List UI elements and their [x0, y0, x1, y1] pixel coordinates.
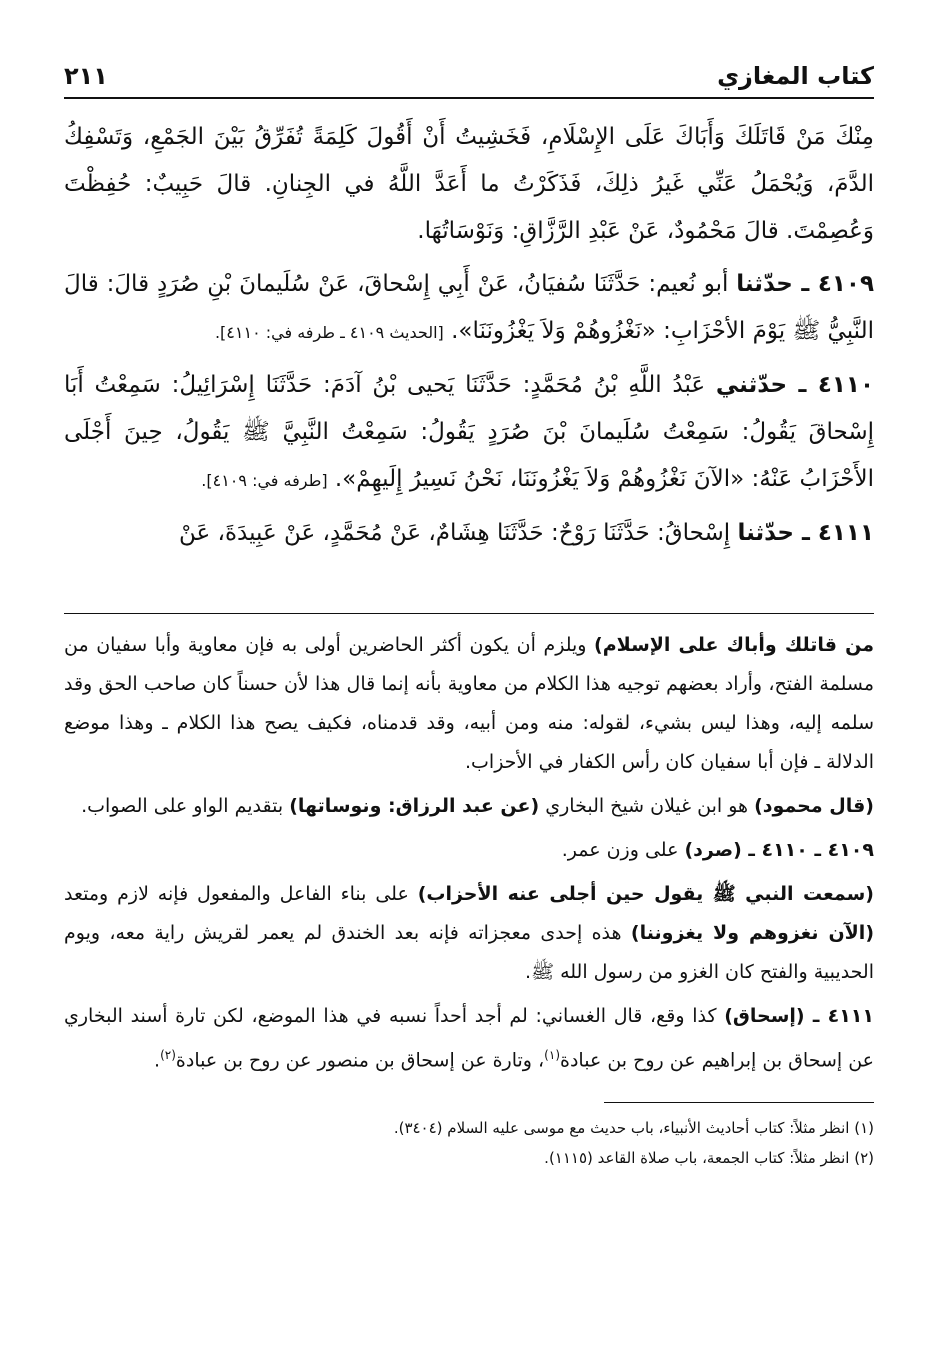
hadith-number: ٤١١٠ ـ حدّثني — [715, 372, 874, 398]
footnote-marker[interactable]: (١) — [544, 1048, 560, 1062]
running-head — [64, 54, 874, 98]
hadith-number: ٤١١١ ـ حدّثنا — [737, 520, 874, 546]
hadith-number: ٤١٠٩ ـ حدّثنا — [736, 271, 874, 297]
hadith-body: عَبْدُ اللَّهِ بْنُ مُحَمَّدٍ: حَدَّثَنَا يَحيى بْنُ آدَمَ: حَدَّثَنَا إِسْرَائِيلُ: سَمِعْتُ أَبَا إِسْحاقَ يَقُولُ: سَمِعْتُ سُلَيمانَ بْنَ صُرَدٍ يَقُولُ: سَمِعْتُ النَّبِيَّ ﷺ يَقُولُ، حِينَ أَجْلَى الأَحْزَابُ عَنْهُ: «الآنَ نَغْزُوهُمْ وَلاَ يَغْزُونَنَا، نَحْنُ نَسِيرُ إِلَيهِمْ». — [64, 372, 874, 492]
footnote-rule — [604, 1102, 874, 1103]
commentary-paragraph: من قاتلك وأباك على الإسلام) ويلزم أن يكون أكثر الحاضرين أولى به فإن معاوية وأبا سفيان من مسلمة الفتح، وأراد بعضهم توجيه هذا الكلام من معاوية بأنه إنما قال هذا لأن حسناً كان صاحب الحق وقد سلمه إليه، وهذا ليس بشيء، لقوله: منه ومن أبيه، وقد قدمناه، فكيف يصح هذا الكلام ـ وهذا موضع الدلالة ـ فإن أبا سفيان كان رأس الكفار في الأحزاب. — [64, 634, 874, 773]
commentary-paragraph: (سمعت النبي ﷺ يقول حين أجلى عنه الأحزاب) على بناء الفاعل والمفعول فإنه لازم ومتعد (الآن نغزوهم ولا يغزوننا) هذه إحدى معجزاته فإنه بعد الخندق لم يعمر لقريش راية معه، ويوم الحديبية والفتح كان الغزو من رسول الله ﷺ. — [64, 883, 875, 983]
footnotes — [64, 1113, 874, 1173]
hadith-4111 — [64, 510, 874, 557]
hadith-4110 — [64, 362, 874, 504]
footnote-1: (١) انظر مثلاً: كتاب أحاديث الأنبياء، باب حديث مع موسى عليه السلام (٣٤٠٤). — [393, 1119, 874, 1138]
running-title: كتاب المغازي — [717, 62, 874, 90]
page-number: ٢١١ — [64, 62, 108, 90]
commentary-rule — [64, 613, 874, 614]
header-rule — [64, 97, 874, 99]
hadith-body: أبو نُعيم: حَدَّثَنَا سُفيَانُ، عَنْ أَبِي إِسْحاقَ، عَنْ سُلَيمانَ بْنِ صُرَدٍ قالَ: قالَ النَّبِيُّ ﷺ يَوْمَ الأحْزَابِ: «نَغْزُوهُمْ وَلاَ يَغْزُونَنَا». — [64, 271, 874, 344]
hadith-body: إِسْحاقُ: حَدَّثَنَا رَوْحٌ: حَدَّثَنَا هِشَامٌ، عَنْ مُحَمَّدٍ، عَنْ عَبِيدَةَ، عَنْ — [179, 520, 731, 546]
commentary-paragraph: ٤١٠٩ ـ ٤١١٠ ـ (صرد) على وزن عمر. — [561, 839, 874, 861]
footnote-marker[interactable]: (٢) — [160, 1048, 176, 1062]
cross-reference: [الحديث ٤١٠٩ ـ طرفه في: ٤١١٠]. — [214, 323, 444, 342]
footnote-2: (٢) انظر مثلاً: كتاب الجمعة، باب صلاة القاعد (١١١٥). — [544, 1149, 874, 1168]
hadith-text — [64, 114, 874, 557]
commentary — [64, 626, 874, 1080]
cross-reference: [طرفه في: ٤١٠٩]. — [201, 471, 328, 490]
commentary-paragraph: (قال محمود) هو ابن غيلان شيخ البخاري (عن عبد الرزاق: ونوساتها) بتقديم الواو على الصواب. — [81, 795, 874, 817]
book-page — [64, 54, 874, 1173]
hadith-4109 — [64, 261, 874, 356]
commentary-paragraph: ٤١١١ ـ (إسحاق) كذا وقع، قال الغساني: لم أجد أحداً نسبه في هذا الموضع، لكن تارة أسند البخاري عن إسحاق بن إبراهيم عن روح بن عبادة$^{(١)}$، وتارة عن إسحاق بن منصور عن روح بن عبادة$^{(٢)}$. — [64, 1005, 874, 1072]
hadith-continuation: مِنْكَ مَنْ قَاتَلَكَ وَأَبَاكَ عَلَى الإِسْلَامِ، فَخَشِيتُ أَنْ أَقُولَ كَلِمَةً تُفَرِّقُ بَيْنَ الجَمْعِ، وَتَسْفِكُ الدَّمَ، وَيُحْمَلُ عَنِّي غَيرُ ذلِكَ، فَذَكَرْتُ ما أَعَدَّ اللَّهُ في الجِنانِ. قالَ حَبِيبٌ: حُفِظْتَ وَعُصِمْتَ. قالَ مَحْمُودٌ، عَنْ عَبْدِ الرَّزَّاقِ: وَنَوْسَاتُهَا. — [64, 124, 874, 244]
